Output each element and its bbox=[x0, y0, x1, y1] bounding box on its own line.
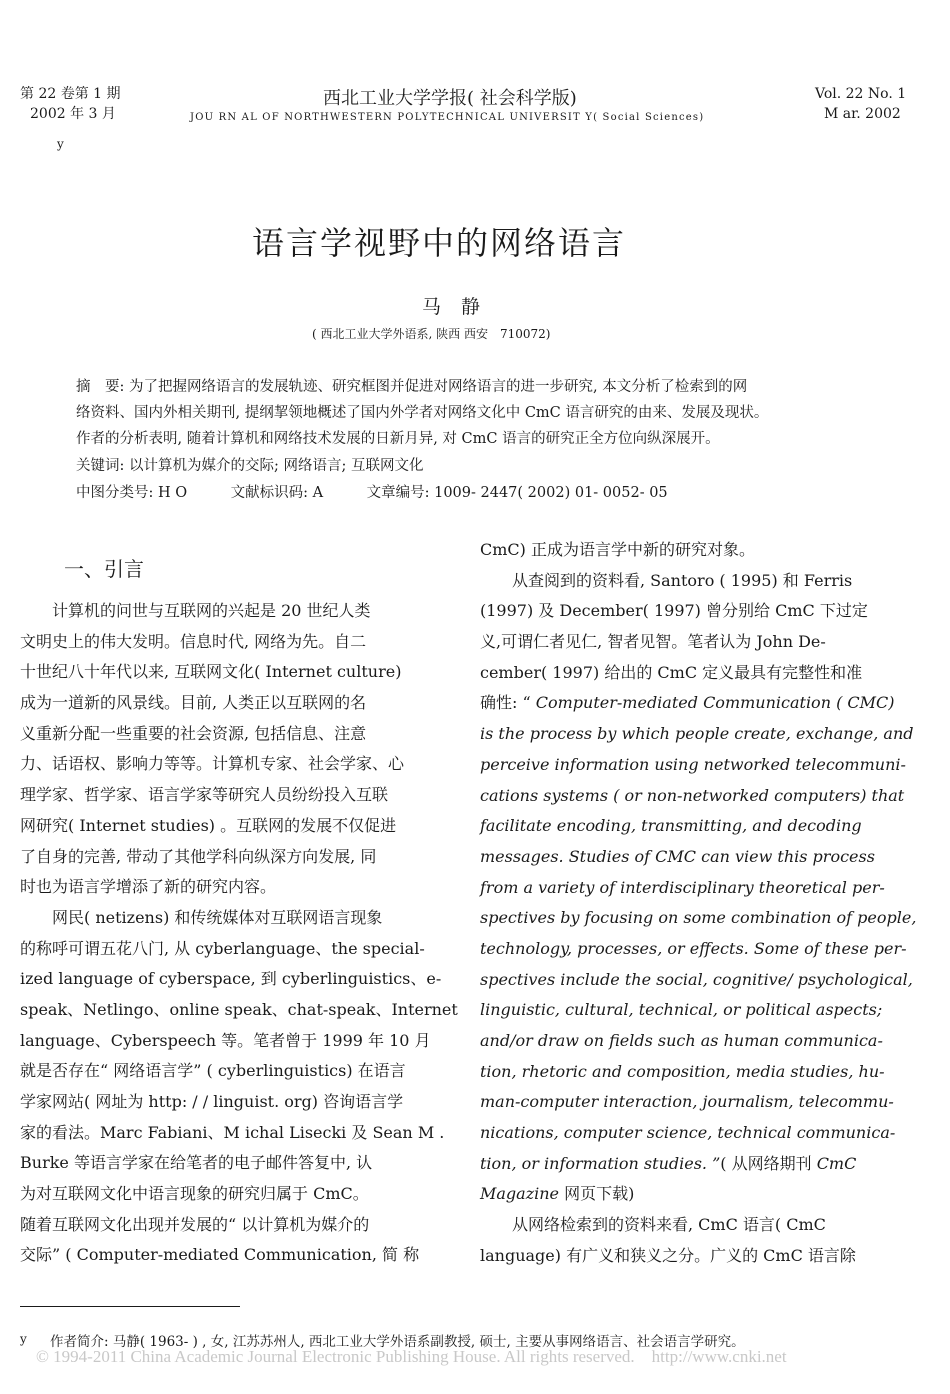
body-line: language、Cyberspeech 等。笔者曾于 1999 年 10 月 bbox=[20, 1030, 431, 1050]
body-line: speak、Netlingo、online speak、chat-speak、Internet bbox=[20, 999, 458, 1019]
body-line: 义重新分配一些重要的社会资源, 包括信息、注意 bbox=[20, 723, 367, 743]
body-line: 理学家、哲学家、语言学家等研究人员纷纷投入互联 bbox=[20, 785, 389, 805]
abstract-line: 络资料、国内外相关期刊, 提纲挈领地概述了国内外学者对网络文化中 CmC 语言研究的由来、发展及现状。 bbox=[76, 405, 769, 421]
body-line: cember( 1997) 给出的 CmC 定义最具有完整性和准 bbox=[480, 662, 863, 682]
quote-line: linguistic, cultural, technical, or political aspects; bbox=[480, 1000, 883, 1020]
body-line: 家的看法。Marc Fabiani、M ichal Lisecki 及 Sean M . bbox=[20, 1122, 445, 1142]
quote-line: technology, processes, or effects. Some of these per- bbox=[480, 938, 907, 958]
author-affiliation: ( 西北工业大学外语系, 陕西 西安 710072) bbox=[312, 327, 551, 341]
abstract-line: 摘 要: 为了把握网络语言的发展轨迹、研究框图并促进对网络语言的进一步研究, 本文分析了检索到的网 bbox=[76, 379, 748, 395]
copyright-watermark: © 1994-2011 China Academic Journal Electronic Publishing House. All rights reserved. http://www.cnki.net bbox=[36, 1347, 787, 1366]
volume-number-en: Vol. 22 No. 1 bbox=[815, 86, 907, 102]
quote-line bbox=[480, 1149, 905, 1180]
journal-title-cn: 西北工业大学学报( 社会科学版) bbox=[323, 88, 577, 109]
body-line: 交际” ( Computer-mediated Communication, 简 称 bbox=[20, 1245, 420, 1265]
left-column bbox=[20, 596, 458, 1271]
quote-line: messages. Studies of CMC can view this process bbox=[480, 846, 875, 866]
body-line: 网民( netizens) 和传统媒体对互联网语言现象 bbox=[20, 907, 383, 927]
quote-line: spectives include the social, cognitive/ psychological, bbox=[480, 969, 913, 989]
quote-line: is the process by which people create, exchange, and bbox=[480, 724, 914, 744]
quote-line: nications, computer science, technical communica- bbox=[480, 1123, 896, 1143]
quote-text: Computer-mediated Communication ( CMC) bbox=[535, 693, 895, 713]
quote-line: spectives by focusing on some combination of people, bbox=[480, 908, 917, 928]
body-line: 为对互联网文化中语言现象的研究归属于 CmC。 bbox=[20, 1184, 369, 1204]
quote-line: from a variety of interdisciplinary theoretical per- bbox=[480, 877, 885, 897]
body-line: 网研究( Internet studies) 。互联网的发展不仅促进 bbox=[20, 815, 397, 835]
quote-line: man-computer interaction, journalism, telecommu- bbox=[480, 1092, 894, 1112]
keywords: 关键词: 以计算机为媒介的交际; 网络语言; 互联网文化 bbox=[76, 458, 424, 474]
source-line bbox=[480, 1179, 905, 1210]
volume-issue: 第 22 卷第 1 期 bbox=[20, 86, 121, 102]
source-journal: Magazine bbox=[480, 1184, 560, 1204]
body-line: 了自身的完善, 带动了其他学科向纵深方向发展, 同 bbox=[20, 846, 377, 866]
author-name: 马静 bbox=[422, 296, 501, 318]
body-line: 成为一道新的风景线。目前, 人类正以互联网的名 bbox=[20, 693, 367, 713]
body-line: CmC) 正成为语言学中新的研究对象。 bbox=[480, 540, 755, 559]
classification-info: 中图分类号: H O 文献标识码: A 文章编号: 1009- 2447( 2002) 01- 0052- 05 bbox=[76, 485, 668, 501]
journal-title-en: JOU RN AL OF NORTHWESTERN POLYTECHNICAL UNIVERSIT Y( Social Sciences) bbox=[190, 112, 705, 123]
body-line: 义,可谓仁者见仁, 智者见智。笔者认为 John De- bbox=[480, 632, 826, 652]
body-line: ized language of cyberspace, 到 cyberlinguistics、e- bbox=[20, 969, 442, 989]
header-marker: y bbox=[57, 137, 64, 151]
quote-line bbox=[480, 688, 905, 719]
source-journal: CmC bbox=[816, 1153, 857, 1173]
body-line: 的称呼可谓五花八门, 从 cyberlanguage、the special- bbox=[20, 938, 425, 958]
right-column bbox=[480, 535, 917, 1272]
article-title: 语言学视野中的网络语言 bbox=[252, 224, 627, 262]
body-line: 随着互联网文化出现并发展的“ 以计算机为媒介的 bbox=[20, 1214, 370, 1234]
body-line: 从查阅到的资料看, Santoro ( 1995) 和 Ferris bbox=[480, 570, 853, 590]
body-line: 文明史上的伟大发明。信息时代, 网络为先。自二 bbox=[20, 631, 367, 651]
body-line: Burke 等语言学家在给笔者的电子邮件答复中, 认 bbox=[20, 1153, 373, 1173]
quote-line: and/or draw on fields such as human communica- bbox=[480, 1031, 883, 1050]
quote-intro: 确性: “ bbox=[480, 693, 536, 713]
abstract-line: 作者的分析表明, 随着计算机和网络技术发展的日新月异, 对 CmC 语言的研究正全方位向纵深展开。 bbox=[76, 431, 720, 447]
body-line: (1997) 及 December( 1997) 曾分别给 CmC 下过定 bbox=[480, 601, 868, 621]
body-line: 计算机的问世与互联网的兴起是 20 世纪人类 bbox=[20, 601, 371, 620]
footnote-marker: y bbox=[20, 1332, 27, 1346]
quote-line: tion, rhetoric and composition, media studies, hu- bbox=[480, 1061, 885, 1081]
quote-line: perceive information using networked telecommuni- bbox=[480, 754, 906, 774]
footnote-divider bbox=[20, 1306, 240, 1307]
publication-date: 2002 年 3 月 bbox=[30, 106, 116, 122]
date-en: M ar. 2002 bbox=[824, 106, 901, 122]
body-line: 学家网站( 网址为 http: / / linguist. org) 咨询语言学 bbox=[20, 1092, 404, 1111]
body-line: 力、话语权、影响力等等。计算机专家、社会学家、心 bbox=[20, 754, 405, 774]
body-line: 十世纪八十年代以来, 互联网文化( Internet culture) bbox=[20, 662, 402, 682]
source-note: ( 从网络期刊 bbox=[720, 1153, 817, 1173]
quote-line: facilitate encoding, transmitting, and decoding bbox=[480, 816, 862, 836]
body-line: language) 有广义和狭义之分。广义的 CmC 语言除 bbox=[480, 1245, 856, 1265]
quote-text: tion, or information studies. ” bbox=[480, 1153, 721, 1173]
body-line: 时也为语言学增添了新的研究内容。 bbox=[20, 877, 277, 897]
author-bio-footnote: 作者简介: 马静( 1963- ) , 女, 江苏苏州人, 西北工业大学外语系副教授, 硕士, 主要从事网络语言、社会语言学研究。 bbox=[50, 1334, 745, 1350]
quote-line: cations systems ( or non-networked computers) that bbox=[480, 785, 905, 805]
source-note: 网页下载) bbox=[559, 1184, 635, 1204]
body-line: 从网络检索到的资料来看, CmC 语言( CmC bbox=[480, 1215, 826, 1235]
body-line: 就是否存在“ 网络语言学” ( cyberlinguistics) 在语言 bbox=[20, 1061, 406, 1081]
section-heading: 一、引言 bbox=[64, 557, 144, 581]
